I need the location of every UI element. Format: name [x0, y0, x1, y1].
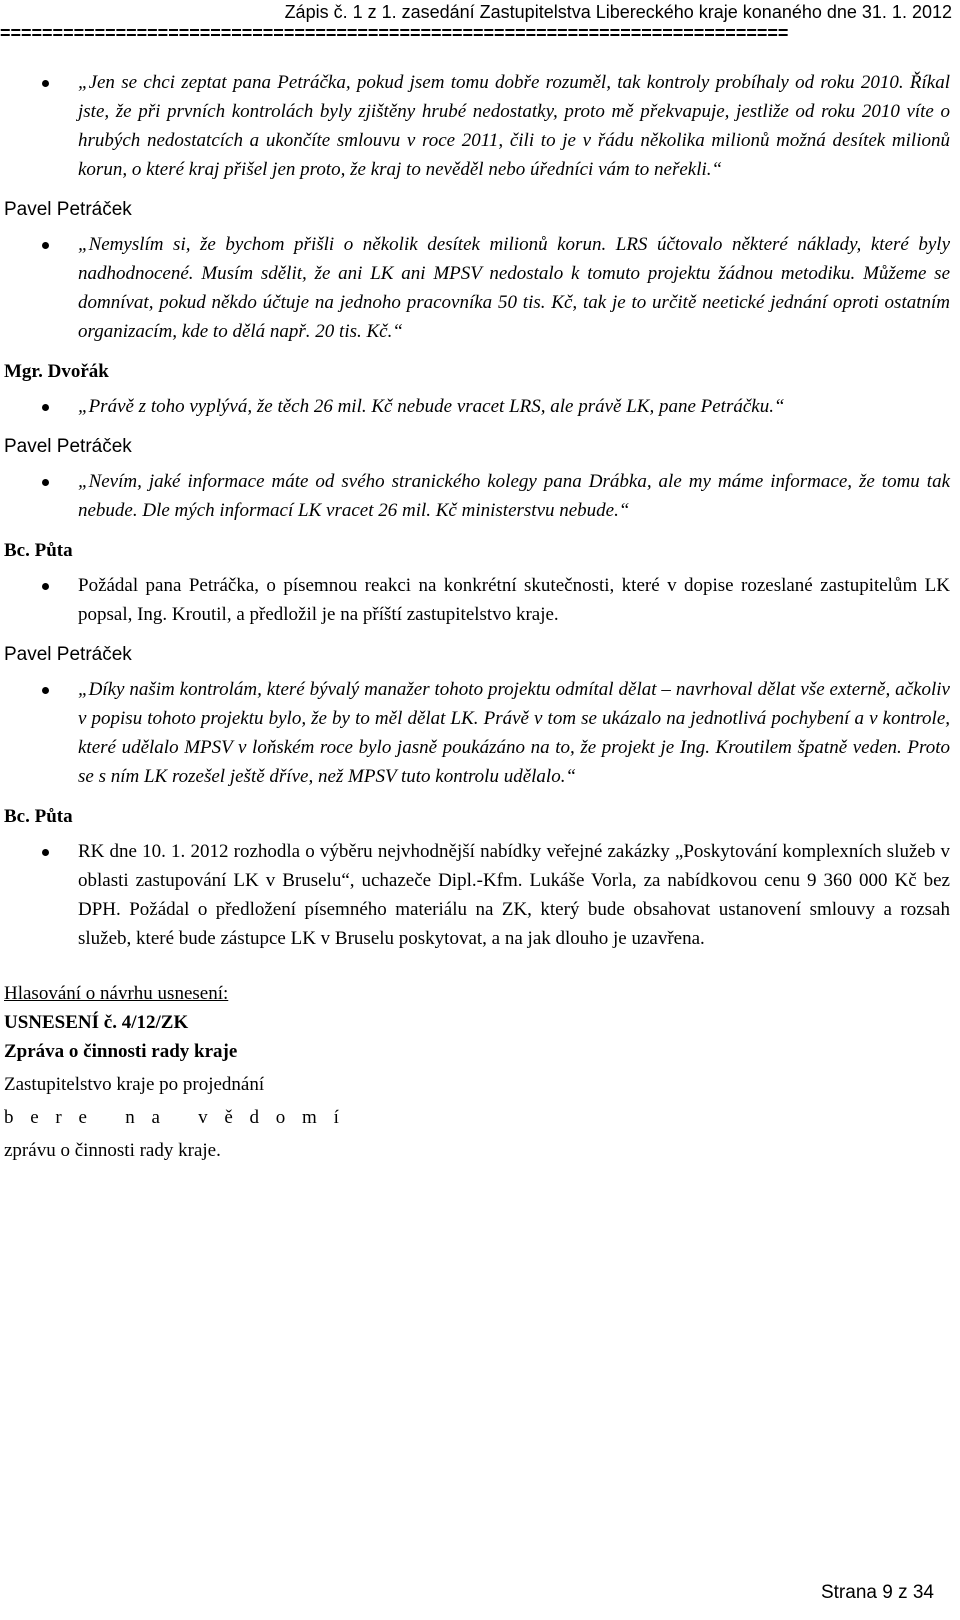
bullet-icon — [42, 80, 49, 87]
vote-label: Hlasování o návrhu usnesení: — [4, 983, 229, 1004]
bullet-icon — [42, 404, 49, 411]
speaker-name: Pavel Petráček — [4, 436, 132, 457]
bullet-text: „Díky našim kontrolám, které bývalý manažer tohoto projektu odmítal dělat – navrhoval dělat vše externě, ačkoliv v popisu tohoto projektu bylo, že by to měl dělat LK. Právě v tom se ukázalo na jednotlivá pochybení a v kontrole, které udělalo MPSV v loňském roce bylo jasně poukázáno na to, že projekt je Ing. Kroutilem špatně veden. Proto se s ním LK rozešel ještě dříve, než MPSV tuto kontrolu udělalo.“ — [78, 679, 950, 787]
bullet-icon — [42, 242, 49, 249]
speaker-name: Bc. Půta — [4, 806, 73, 827]
resolution-object: zprávu o činnosti rady kraje. — [4, 1140, 221, 1161]
bullet-item — [4, 68, 950, 184]
bullet-text: „Jen se chci zeptat pana Petráčka, pokud jsem tomu dobře rozuměl, tak kontroly probíhaly od roku 2010. Říkal jste, že při prvních kontrolách byly zjištěny hrubé nedostatky, proto mě překvapuje, jestliže od roku 2010 víte o hrubých nedostatcích a ukončíte smlouvu v roce 2011, čili to je v řádu několika milionů možná desítek milionů korun, o které kraj přišel jen proto, že kraj to nevěděl nebo úředníci vám to neřekli.“ — [78, 72, 950, 180]
bullet-item — [4, 571, 950, 629]
bullet-item — [4, 675, 950, 791]
page-number: Strana 9 z 34 — [820, 1582, 934, 1603]
resolution-verb: b e r e n a v ě d o m í — [4, 1107, 345, 1128]
speaker-name: Pavel Petráček — [4, 644, 132, 665]
bullet-text: Požádal pana Petráčka, o písemnou reakci na konkrétní skutečnosti, které v dopise rozeslané zastupitelům LK popsal, Ing. Kroutil, a předložil je na příští zastupitelstvo kraje. — [78, 575, 950, 625]
bullet-item — [4, 392, 950, 421]
bullet-icon — [42, 479, 49, 486]
bullet-icon — [42, 687, 49, 694]
resolution-intro: Zastupitelstvo kraje po projednání — [4, 1074, 265, 1095]
resolution-subject: Zpráva o činnosti rady kraje — [4, 1041, 238, 1062]
document-body — [4, 68, 950, 1165]
bullet-item — [4, 467, 950, 525]
bullet-text: RK dne 10. 1. 2012 rozhodla o výběru nejvhodnější nabídky veřejné zakázky „Poskytování komplexních služeb v oblasti zastupování LK v Bruselu“, uchazeče Dipl.-Kfm. Lukáše Vorla, za nabídkovou cenu 9 360 000 Kč bez DPH. Požádal o předložení písemného materiálu na ZK, který bude obsahovat ustanovení smlouvy a rozsah služeb, které bude zástupce LK v Bruselu poskytovat, a na jak dlouho je uzavřena. — [78, 841, 950, 949]
bullet-text: „Právě z toho vyplývá, že těch 26 mil. Kč nebude vracet LRS, ale právě LK, pane Petráčku.“ — [78, 396, 785, 417]
bullet-icon — [42, 849, 49, 856]
bullet-text: „Nevím, jaké informace máte od svého stranického kolegy pana Drábka, ale my máme informace, že tomu tak nebude. Dle mých informací LK vracet 26 mil. Kč ministerstvu nebude.“ — [78, 471, 950, 521]
resolution-number: USNESENÍ č. 4/12/ZK — [4, 1012, 189, 1033]
bullet-text: „Nemyslím si, že bychom přišli o několik desítek milionů korun. LRS účtovalo některé náklady, které byly nadhodnocené. Musím sdělit, že ani LK ani MPSV nedostalo k tomuto projektu žádnou metodiku. Můžeme se domnívat, pokud někdo účtuje na jednoho pracovníka 50 tis. Kč, tak je to určitě neetické jednání oproti ostatním organizacím, kde to dělá např. 20 tis. Kč.“ — [78, 234, 950, 342]
speaker-name: Pavel Petráček — [4, 199, 132, 220]
document-title: Zápis č. 1 z 1. zasedání Zastupitelstva Libereckého kraje konaného dne 31. 1. 2012 — [284, 2, 952, 22]
bullet-icon — [42, 583, 49, 590]
bullet-item — [4, 837, 950, 953]
bullet-item — [4, 230, 950, 346]
header-rule: =========================================================================== — [0, 23, 789, 43]
speaker-name: Mgr. Dvořák — [4, 361, 109, 382]
speaker-name: Bc. Půta — [4, 540, 73, 561]
